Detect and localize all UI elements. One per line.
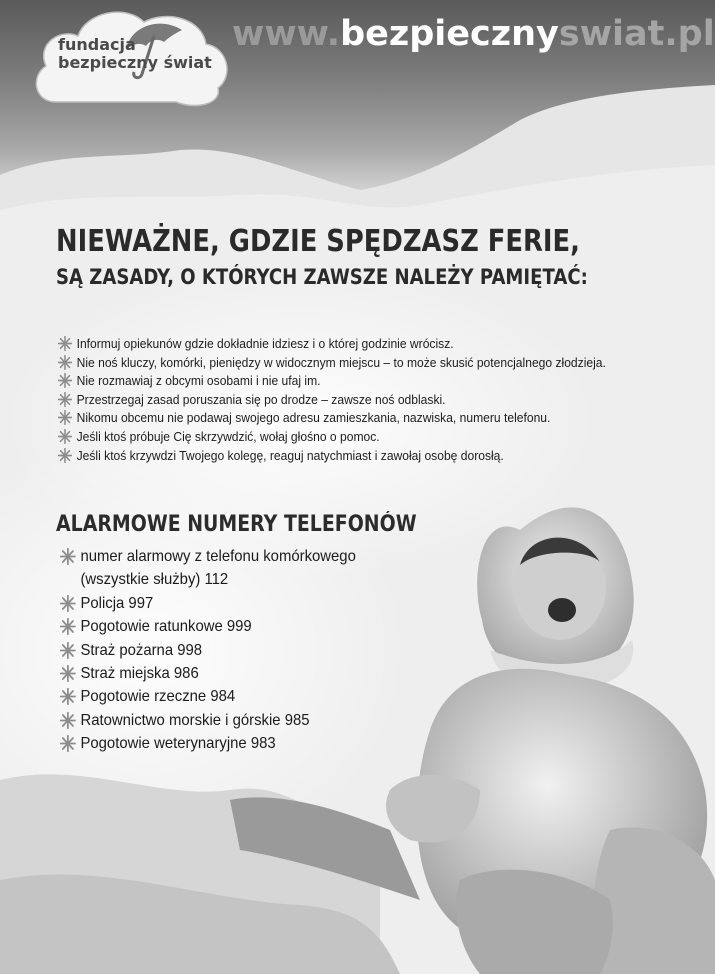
emergency-number-item: [60, 615, 356, 638]
emergency-number-item: [60, 592, 356, 615]
snowflake-icon: [60, 548, 76, 565]
rule-text: Nie rozmawiaj z obcymi osobami i nie ufaj im.: [76, 373, 321, 389]
snowflake-icon: [60, 712, 76, 729]
emergency-number-text: Straż miejska 986: [80, 665, 199, 683]
child-in-snow-illustration: [370, 470, 715, 974]
snowflake-icon: [58, 448, 72, 463]
url-suffix: swiat.pl: [558, 14, 715, 54]
snowflake-icon: [60, 665, 76, 682]
snowflake-icon: [60, 595, 76, 612]
snowflake-icon: [58, 336, 72, 351]
emergency-numbers-list: [60, 545, 378, 756]
emergency-number-item: [60, 732, 356, 755]
emergency-number-text: Pogotowie rzeczne 984: [80, 688, 236, 706]
emergency-number-item: [60, 639, 356, 662]
snowflake-icon: [58, 373, 72, 388]
logo-line-1: fundacja: [58, 35, 136, 54]
emergency-number-item: [60, 685, 356, 708]
website-url: [232, 14, 715, 54]
snowflake-icon: [60, 642, 76, 659]
emergency-number-text: Straż pożarna 998: [80, 641, 203, 659]
rule-item: [58, 335, 606, 354]
logo-line-2: bezpieczny świat: [58, 53, 212, 72]
headline-line-1: NIEWAŻNE, GDZIE SPĘDZASZ FERIE,: [56, 224, 580, 259]
url-prefix: www.: [232, 14, 341, 54]
rule-text: Informuj opiekunów gdzie dokładnie idziesz i o której godzinie wrócisz.: [76, 336, 454, 351]
rule-item: [58, 447, 606, 466]
emergency-number-text: Pogotowie ratunkowe 999: [80, 618, 252, 636]
logo-text: [58, 36, 212, 72]
emergency-number-item: [60, 709, 356, 732]
snowflake-icon: [58, 410, 72, 425]
url-highlight: bezpieczny: [340, 14, 559, 54]
emergency-number-text: numer alarmowy z telefonu komórkowego: [80, 548, 356, 565]
emergency-number-text: Policja 997: [80, 594, 154, 612]
rule-item: [58, 428, 606, 447]
rule-text: Jeśli ktoś próbuje Cię skrzywdzić, wołaj głośno o pomoc.: [76, 428, 380, 444]
emergency-numbers-title: ALARMOWE NUMERY TELEFONÓW: [56, 512, 417, 537]
snowflake-icon: [58, 429, 72, 444]
rule-item: [58, 409, 606, 428]
safety-rules-list: [58, 335, 647, 465]
snowflake-icon: [58, 355, 72, 370]
headline-line-2: SĄ ZASADY, O KTÓRYCH ZAWSZE NALEŻY PAMIĘTAĆ:: [56, 265, 588, 289]
snowflake-icon: [58, 392, 72, 407]
rule-text: Nie noś kluczy, komórki, pieniędzy w widocznym miejscu – to może skusić potencjalnego złodzieja.: [76, 354, 606, 370]
rule-item: [58, 391, 606, 410]
rule-item: [58, 372, 606, 391]
rule-text: Jeśli ktoś krzywdzi Twojego kolegę, reaguj natychmiast i zawołaj osobę dorosłą.: [76, 447, 504, 463]
rule-text: Przestrzegaj zasad poruszania się po drodze – zawsze noś odblaski.: [76, 391, 446, 407]
emergency-number-continuation: [60, 568, 356, 591]
snowflake-icon: [60, 618, 76, 635]
emergency-number-item: [60, 662, 356, 685]
emergency-number-text: Pogotowie weterynaryjne 983: [80, 735, 276, 753]
rule-item: [58, 354, 606, 373]
emergency-number-text: (wszystkie służby) 112: [80, 571, 229, 589]
snowflake-icon: [60, 688, 76, 705]
headline: [56, 222, 674, 292]
snowflake-icon: [60, 735, 76, 752]
emergency-number-item: [60, 545, 356, 568]
emergency-number-text: Ratownictwo morskie i górskie 985: [80, 711, 310, 729]
rule-text: Nikomu obcemu nie podawaj swojego adresu zamieszkania, nazwiska, numeru telefonu.: [76, 410, 551, 426]
